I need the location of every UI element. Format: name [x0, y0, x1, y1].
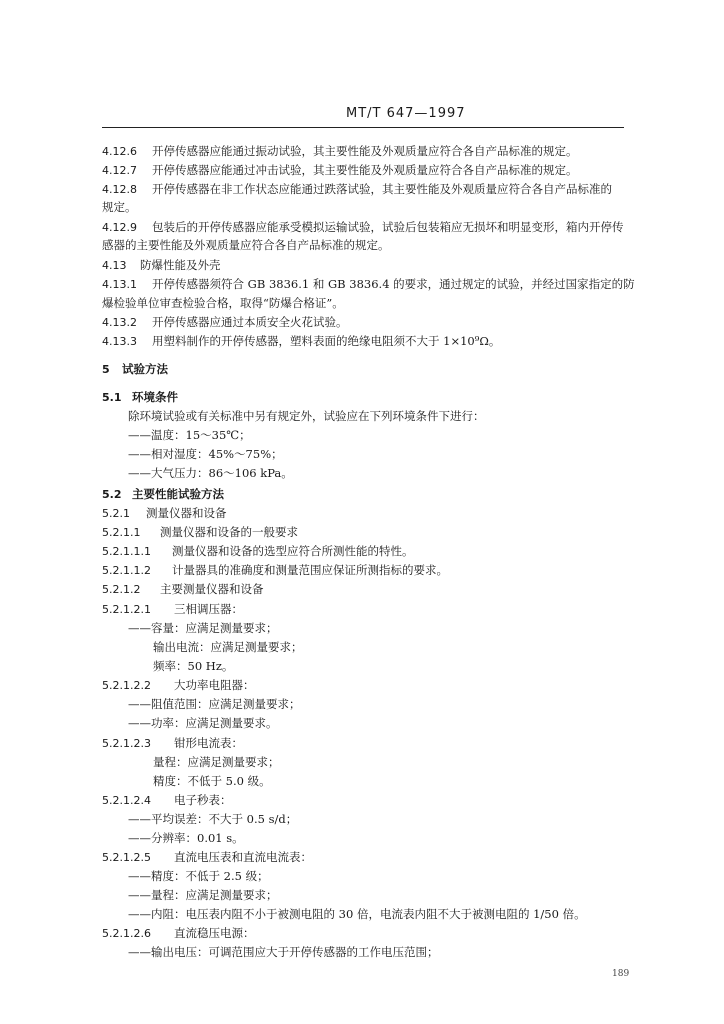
clause-number: 5.2.1.2.1 [102, 603, 151, 616]
section-number: 5.2 [102, 488, 122, 501]
clause-5-2-1-2-1 [102, 602, 243, 617]
clause-text: 测量仪器和设备的选型应符合所测性能的特性。 [172, 544, 414, 558]
clause-number: 4.12.9 [102, 221, 137, 234]
clause-continuation [102, 296, 344, 310]
list-item-text: ——阻值范围：应满足测量要求； [128, 697, 301, 711]
section-5-1-heading [102, 390, 178, 405]
list-item [128, 945, 439, 959]
clause-number: 5.2.1.2.6 [102, 927, 151, 940]
clause-text: 主要测量仪器和设备 [160, 582, 264, 596]
clause-text: 包装后的开停传感器应能承受模拟运输试验，试验后包装箱应无损坏和明显变形，箱内开停传 [152, 220, 624, 234]
clause-number: 5.2.1.2.5 [102, 851, 151, 864]
clause-text: 三相调压器： [174, 602, 243, 616]
list-item-text: ——精度：不低于 2.5 级； [128, 869, 269, 883]
clause-text: 开停传感器应能通过振动试验，其主要性能及外观质量应符合各自产品标准的规定。 [152, 144, 578, 158]
clause-5-2-1-2-3 [102, 736, 243, 751]
section-title: 主要性能试验方法 [132, 487, 224, 501]
list-item [128, 907, 586, 921]
section-5-2-heading [102, 487, 224, 502]
clause-5-2-1-1-2 [102, 563, 448, 578]
clause-5-2-1-1 [102, 525, 298, 540]
clause-5-2-1 [102, 506, 227, 521]
paragraph-line [128, 409, 485, 423]
list-item-text: ——量程：应满足测量要求； [128, 888, 278, 902]
clause-5-2-1-1-1 [102, 544, 414, 559]
section-title: 环境条件 [132, 390, 178, 404]
clause-text: 开停传感器应通过本质安全火花试验。 [152, 315, 348, 329]
clause-5-2-1-2 [102, 582, 264, 597]
list-item-text: 输出电流：应满足测量要求； [153, 640, 303, 654]
list-item [128, 466, 293, 480]
list-item-text: ——分辨率：0.01 s。 [128, 831, 244, 845]
section-number: 5 [102, 363, 110, 376]
list-item [128, 812, 297, 826]
clause-number: 5.2.1.2 [102, 583, 141, 596]
clause-4-12-6 [102, 144, 578, 159]
clause-text: 开停传感器须符合 GB 3836.1 和 GB 3836.4 的要求，通过规定的试验，并经过国家指定的防 [152, 277, 635, 291]
clause-text: 开停传感器在非工作状态应能通过跌落试验，其主要性能及外观质量应符合各自产品标准的 [152, 182, 612, 196]
list-item-text: ——大气压力：86～106 kPa。 [128, 466, 293, 480]
list-item-text: 频率：50 Hz。 [153, 659, 234, 673]
clause-5-2-1-2-6 [102, 926, 255, 941]
list-item [128, 888, 278, 902]
clause-number: 5.2.1 [102, 507, 130, 520]
clause-4-12-7 [102, 163, 578, 178]
list-item-text: 精度：不低于 5.0 级。 [153, 774, 271, 788]
clause-number: 5.2.1.2.2 [102, 679, 151, 692]
clause-number: 4.13.2 [102, 316, 137, 329]
clause-number: 4.12.6 [102, 145, 137, 158]
clause-text: 爆检验单位审查检验合格，取得“防爆合格证”。 [102, 296, 344, 310]
list-item [153, 755, 280, 769]
clause-text: 防爆性能及外壳 [140, 258, 221, 272]
list-item-text: ——输出电压：可调范围应大于开停传感器的工作电压范围； [128, 945, 439, 959]
list-item [128, 831, 244, 845]
clause-number: 5.2.1.1.2 [102, 564, 151, 577]
list-item [128, 428, 251, 442]
clause-4-12-8 [102, 182, 612, 197]
list-item-text: 量程：应满足测量要求； [153, 755, 280, 769]
clause-number: 4.13.3 [102, 335, 137, 348]
list-item [128, 697, 301, 711]
section-5-heading [102, 362, 168, 377]
list-item [153, 640, 303, 654]
section-title: 试验方法 [122, 362, 168, 376]
header-rule [102, 127, 624, 128]
list-item [128, 447, 283, 461]
clause-number: 5.2.1.1.1 [102, 545, 151, 558]
clause-number: 5.2.1.2.3 [102, 737, 151, 750]
list-item [128, 621, 278, 635]
clause-text: 规定。 [102, 200, 137, 214]
clause-4-13-2 [102, 315, 348, 330]
clause-4-13-1 [102, 277, 635, 292]
clause-number: 4.12.8 [102, 183, 137, 196]
list-item [153, 659, 233, 673]
clause-number: 4.13 [102, 259, 127, 272]
clause-4-12-9 [102, 220, 624, 235]
clause-text: 大功率电阻器： [174, 678, 255, 692]
page-number: 189 [612, 969, 630, 979]
clause-text: 直流电压表和直流电流表： [174, 850, 312, 864]
list-item-text: ——相对湿度：45%～75%； [128, 447, 283, 461]
clause-continuation [102, 238, 390, 252]
clause-text: 电子秒表： [174, 793, 232, 807]
clause-5-2-1-2-4 [102, 793, 232, 808]
clause-text: 直流稳压电源： [174, 926, 255, 940]
clause-text: 测量仪器和设备的一般要求 [160, 525, 298, 539]
paragraph-text: 除环境试验或有关标准中另有规定外，试验应在下列环境条件下进行： [128, 409, 485, 423]
clause-5-2-1-2-5 [102, 850, 312, 865]
clause-4-13 [102, 258, 221, 273]
clause-number: 5.2.1.1 [102, 526, 141, 539]
section-number: 5.1 [102, 391, 122, 404]
clause-number: 4.12.7 [102, 164, 137, 177]
clause-text: 用塑料制作的开停传感器，塑料表面的绝缘电阻须不大于 1×10⁹Ω。 [152, 334, 501, 348]
list-item-text: ——温度：15～35℃； [128, 428, 251, 442]
list-item-text: ——功率：应满足测量要求。 [128, 716, 278, 730]
clause-text: 感器的主要性能及外观质量应符合各自产品标准的规定。 [102, 238, 390, 252]
clause-number: 4.13.1 [102, 278, 137, 291]
clause-number: 5.2.1.2.4 [102, 794, 151, 807]
clause-text: 开停传感器应能通过冲击试验，其主要性能及外观质量应符合各自产品标准的规定。 [152, 163, 578, 177]
standard-code: MT/T 647—1997 [346, 106, 466, 121]
clause-4-13-3 [102, 334, 500, 349]
clause-5-2-1-2-2 [102, 678, 255, 693]
list-item [153, 774, 271, 788]
list-item [128, 869, 269, 883]
list-item-text: ——内阻：电压表内阻不小于被测电阻的 30 倍，电流表内阻不大于被测电阻的 1/50 倍。 [128, 907, 586, 921]
list-item [128, 716, 278, 730]
clause-text: 钳形电流表： [174, 736, 243, 750]
list-item-text: ——容量：应满足测量要求； [128, 621, 278, 635]
clause-text: 测量仪器和设备 [146, 506, 227, 520]
clause-continuation [102, 200, 137, 214]
list-item-text: ——平均误差：不大于 0.5 s/d； [128, 812, 298, 826]
clause-text: 计量器具的准确度和测量范围应保证所测指标的要求。 [172, 563, 448, 577]
